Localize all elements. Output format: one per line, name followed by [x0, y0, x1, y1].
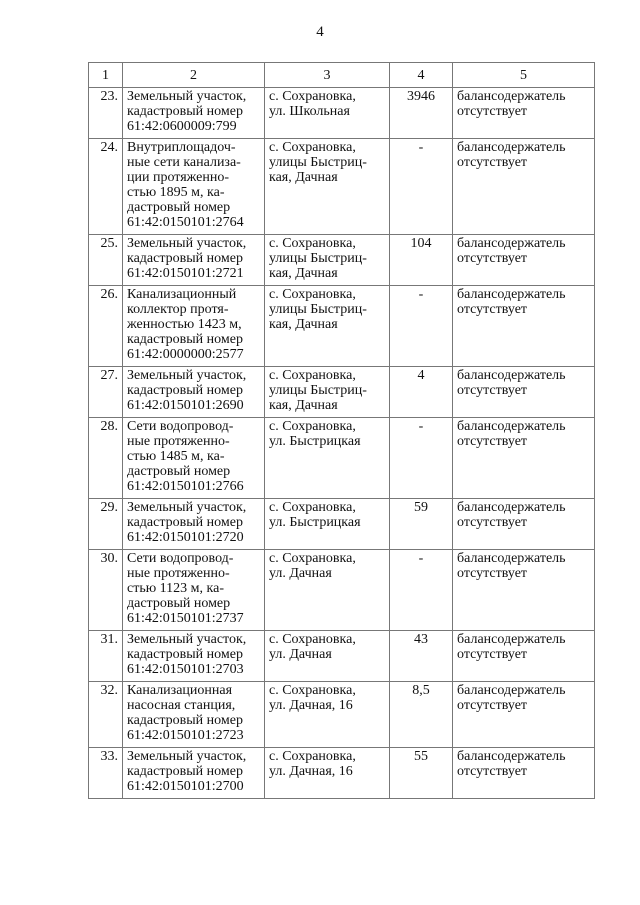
- table-row: [89, 139, 595, 235]
- object-address: с. Сохрановка, улицы Быстриц- кая, Дачная: [265, 235, 390, 286]
- table-row: [89, 748, 595, 799]
- balance-holder: балансодержатель отсутствует: [453, 88, 595, 139]
- table-row: [89, 418, 595, 499]
- balance-holder: балансодержатель отсутствует: [453, 286, 595, 367]
- object-area: -: [390, 286, 453, 367]
- object-address: с. Сохрановка, улицы Быстриц- кая, Дачная: [265, 139, 390, 235]
- object-description: Земельный участок, кадастровый номер 61:42:0150101:2703: [123, 631, 265, 682]
- object-area: 43: [390, 631, 453, 682]
- column-header: 1: [89, 63, 123, 88]
- object-description: Внутриплощадоч- ные сети канализа- ции протяженно- стью 1895 м, ка- дастровый номер 61:42:0150101:2764: [123, 139, 265, 235]
- column-header: 5: [453, 63, 595, 88]
- object-area: 3946: [390, 88, 453, 139]
- object-area: 59: [390, 499, 453, 550]
- balance-holder: балансодержатель отсутствует: [453, 631, 595, 682]
- object-address: с. Сохрановка, ул. Дачная: [265, 631, 390, 682]
- table-row: [89, 367, 595, 418]
- table-row: [89, 286, 595, 367]
- balance-holder: балансодержатель отсутствует: [453, 550, 595, 631]
- balance-holder: балансодержатель отсутствует: [453, 418, 595, 499]
- row-number: 24.: [89, 139, 123, 235]
- object-area: -: [390, 550, 453, 631]
- object-description: Сети водопровод- ные протяженно- стью 1485 м, ка- дастровый номер 61:42:0150101:2766: [123, 418, 265, 499]
- object-address: с. Сохрановка, улицы Быстриц- кая, Дачная: [265, 286, 390, 367]
- balance-holder: балансодержатель отсутствует: [453, 139, 595, 235]
- table-row: [89, 631, 595, 682]
- table-row: [89, 682, 595, 748]
- column-header: 3: [265, 63, 390, 88]
- object-description: Земельный участок, кадастровый номер 61:42:0150101:2721: [123, 235, 265, 286]
- object-area: -: [390, 139, 453, 235]
- object-area: 104: [390, 235, 453, 286]
- table-row: [89, 550, 595, 631]
- object-address: с. Сохрановка, ул. Быстрицкая: [265, 418, 390, 499]
- object-description: Канализационный коллектор протя- женностью 1423 м, кадастровый номер 61:42:0000000:2577: [123, 286, 265, 367]
- object-description: Сети водопровод- ные протяженно- стью 1123 м, ка- дастровый номер 61:42:0150101:2737: [123, 550, 265, 631]
- row-number: 31.: [89, 631, 123, 682]
- row-number: 29.: [89, 499, 123, 550]
- object-address: с. Сохрановка, улицы Быстриц- кая, Дачная: [265, 367, 390, 418]
- object-address: с. Сохрановка, ул. Дачная, 16: [265, 682, 390, 748]
- row-number: 23.: [89, 88, 123, 139]
- property-registry-table: [88, 62, 595, 799]
- row-number: 26.: [89, 286, 123, 367]
- object-area: 4: [390, 367, 453, 418]
- row-number: 25.: [89, 235, 123, 286]
- object-address: с. Сохрановка, ул. Школьная: [265, 88, 390, 139]
- balance-holder: балансодержатель отсутствует: [453, 682, 595, 748]
- balance-holder: балансодержатель отсутствует: [453, 499, 595, 550]
- column-header: 4: [390, 63, 453, 88]
- table-row: [89, 88, 595, 139]
- header-row: [89, 63, 595, 88]
- table-row: [89, 499, 595, 550]
- balance-holder: балансодержатель отсутствует: [453, 367, 595, 418]
- object-address: с. Сохрановка, ул. Быстрицкая: [265, 499, 390, 550]
- object-description: Земельный участок, кадастровый номер 61:42:0150101:2720: [123, 499, 265, 550]
- object-address: с. Сохрановка, ул. Дачная: [265, 550, 390, 631]
- row-number: 27.: [89, 367, 123, 418]
- object-description: Земельный участок, кадастровый номер 61:42:0600009:799: [123, 88, 265, 139]
- balance-holder: балансодержатель отсутствует: [453, 235, 595, 286]
- balance-holder: балансодержатель отсутствует: [453, 748, 595, 799]
- table-body: [89, 88, 595, 799]
- object-description: Канализационная насосная станция, кадастровый номер 61:42:0150101:2723: [123, 682, 265, 748]
- table-row: [89, 235, 595, 286]
- row-number: 32.: [89, 682, 123, 748]
- object-address: с. Сохрановка, ул. Дачная, 16: [265, 748, 390, 799]
- object-description: Земельный участок, кадастровый номер 61:42:0150101:2700: [123, 748, 265, 799]
- row-number: 30.: [89, 550, 123, 631]
- page-number: 4: [316, 24, 324, 40]
- column-header: 2: [123, 63, 265, 88]
- row-number: 33.: [89, 748, 123, 799]
- object-area: 55: [390, 748, 453, 799]
- row-number: 28.: [89, 418, 123, 499]
- object-area: 8,5: [390, 682, 453, 748]
- object-description: Земельный участок, кадастровый номер 61:42:0150101:2690: [123, 367, 265, 418]
- object-area: -: [390, 418, 453, 499]
